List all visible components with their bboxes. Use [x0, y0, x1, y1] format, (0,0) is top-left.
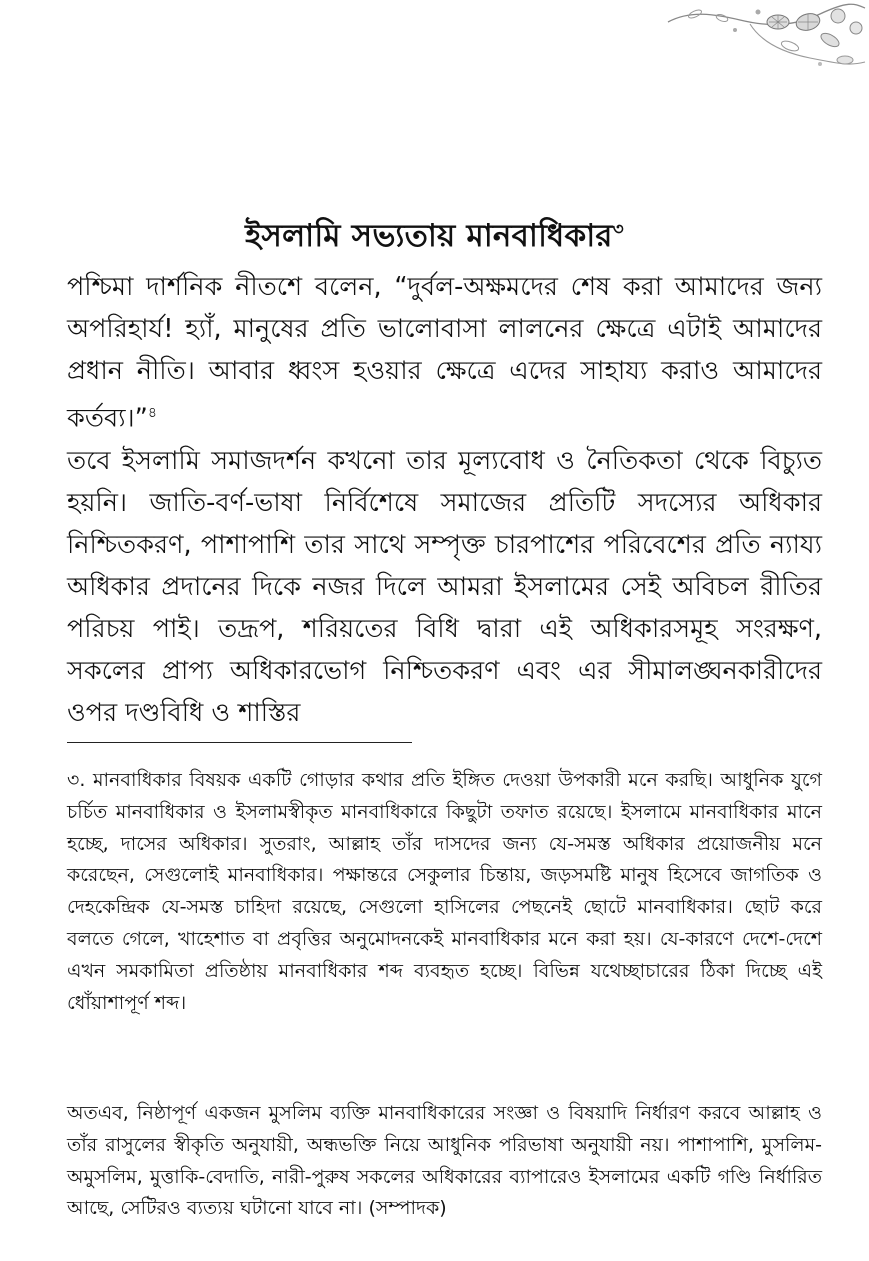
- paragraph-1-text: পশ্চিমা দার্শনিক নীতশে বলেন, “দুর্বল-অক্ষমদের শেষ করা আমাদের জন্য অপরিহার্য! হ্যাঁ, মানুষের প্রতি ভালোবাসা লালনের ক্ষেত্রে এটাই আমাদের প্রধান নীতি। আবার ধ্বংস হওয়ার ক্ষেত্রে এদের সাহায্য করাও আমাদের কর্তব্য।”: [67, 272, 822, 434]
- page-title: [0, 212, 869, 264]
- title-text: ইসলামি সভ্যতায় মানবাধিকার: [245, 218, 613, 254]
- body-paragraph-2: তবে ইসলামি সমাজদর্শন কখনো তার মূল্যবোধ ও নৈতিকতা থেকে বিচ্যুত হয়নি। জাতি-বর্ণ-ভাষা নির্বিশেষে সমাজের প্রতিটি সদস্যের অধিকার নিশ্চিতকরণ, পাশাপাশি তার সাথে সম্পৃক্ত চারপাশের পরিবেশের প্রতি ন্যায্য অধিকার প্রদানের দিকে নজর দিলে আমরা ইসলামের সেই অবিচল রীতির পরিচয় পাই। তদ্রূপ, শরিয়তের বিধি দ্বারা এই অধিকারসমূহ সংরক্ষণ, সকলের প্রাপ্য অধিকারভোগ নিশ্চিতকরণ এবং এর সীমালঙ্ঘনকারীদের ওপর দণ্ডবিধি ও শাস্তির: [67, 446, 822, 728]
- footnote-divider: [67, 742, 412, 743]
- footnote-2: অতএব, নিষ্ঠাপূর্ণ একজন মুসলিম ব্যক্তি মানবাধিকারের সংজ্ঞা ও বিষয়াদি নির্ধারণ করবে আল্লাহ ও তাঁর রাসুলের স্বীকৃতি অনুযায়ী, অন্ধভক্তি নিয়ে আধুনিক পরিভাষা অনুযায়ী নয়। পাশাপাশি, মুসলিম-অমুসলিম, মুত্তাকি-বেদাতি, নারী-পুরুষ সকলের অধিকারের ব্যাপারেও ইসলামের একটি গণ্ডি নির্ধারিত আছে, সেটিরও ব্যত্যয় ঘটানো যাবে না। (সম্পাদক): [67, 1102, 822, 1220]
- footnote-1: ৩. মানবাধিকার বিষয়ক একটি গোড়ার কথার প্রতি ইঙ্গিত দেওয়া উপকারী মনে করছি। আধুনিক যুগে চর্চিত মানবাধিকার ও ইসলামস্বীকৃত মানবাধিকারে কিছুটা তফাত রয়েছে। ইসলামে মানবাধিকার মানে হচ্ছে, দাসের অধিকার। সুতরাং, আল্লাহ তাঁর দাসদের জন্য যে-সমস্ত অধিকার প্রয়োজনীয় মনে করেছেন, সেগুলোই মানবাধিকার। পক্ষান্তরে সেকুলার চিন্তায়, জড়সমষ্টি মানুষ হিসেবে জাগতিক ও দেহকেন্দ্রিক যে-সমস্ত চাহিদা রয়েছে, সেগুলো হাসিলের পেছনেই ছোটে মানবাধিকার। ছোট করে বলতে গেলে, খাহেশাত বা প্রবৃত্তির অনুমোদনকেই মানবাধিকার মনে করা হয়। যে-কারণে দেশে-দেশে এখন সমকামিতা প্রতিষ্ঠায় মানবাধিকার শব্দ ব্যবহৃত হচ্ছে। বিভিন্ন যথেচ্ছাচারের ঠিকা দিচ্ছে এই ধোঁয়াশাপূর্ণ শব্দ।: [67, 769, 822, 1014]
- paragraph-1-note-marker: ৪: [147, 405, 157, 421]
- body-paragraph-1: [67, 266, 822, 440]
- title-note-marker: ৩: [612, 219, 624, 240]
- floral-vine-ornament-icon: [660, 0, 869, 80]
